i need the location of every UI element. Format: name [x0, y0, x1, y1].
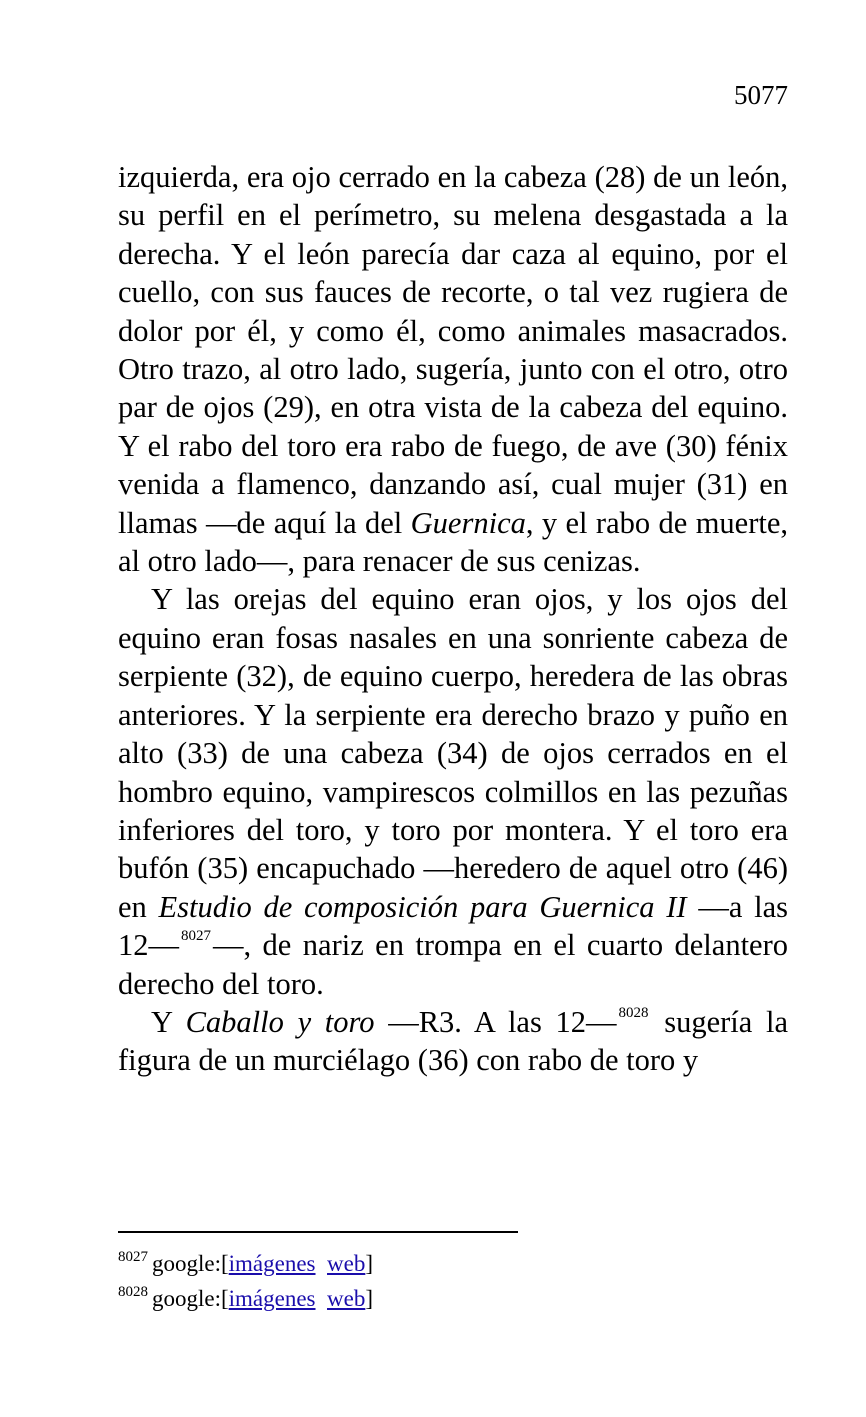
paragraph: [118, 158, 788, 580]
footnote-link-images[interactable]: imágenes: [228, 1286, 316, 1311]
text-run: izquierda, era ojo cerrado en la cabeza (28) de un león, su perfil en el perímetro, su melena desgastada a la derecha. Y el león parecía dar caza al equino, por el cuello, con sus fauces de recorte, o tal vez rugiera de dolor por él, y como él, como animales masacrados. Otro trazo, al otro lado, sugería, junto con el otro, otro par de ojos (29), en otra vista de la cabeza del equino. Y el rabo del toro era rabo de fuego, de ave (30) fénix venida a flamenco, danzando así, cual mujer (31) en llamas —de aquí la del: [118, 160, 788, 540]
footnote-suffix: ]: [365, 1286, 374, 1311]
text-run: , y el rabo de muerte, al otro lado—, para renacer de sus cenizas.: [118, 505, 789, 579]
footnote-link-web[interactable]: web: [327, 1286, 366, 1311]
footnote-link-images[interactable]: imágenes: [228, 1251, 316, 1276]
footnote-number: 8028: [118, 1284, 148, 1300]
text-run: —, de nariz en trompa en el cuarto delantero derecho del toro.: [118, 928, 788, 1001]
text-run: Y: [151, 1004, 186, 1039]
footnote-8027: [118, 1248, 788, 1283]
footnote-prefix: google:[: [152, 1251, 229, 1276]
footnote-reference: 8027: [181, 928, 211, 945]
text-run: sugería la figura de un murciélago (36) con rabo de toro y: [118, 1004, 788, 1078]
footnote-8028: [118, 1283, 788, 1318]
italic-title: Guernica: [410, 505, 526, 540]
body-text: [118, 158, 788, 1080]
footnote-prefix: google:[: [152, 1286, 229, 1311]
italic-title: Caballo y toro: [185, 1004, 375, 1039]
footnote-link-web[interactable]: web: [327, 1251, 366, 1276]
page-number: 5077: [734, 80, 788, 110]
text-run: Y las orejas del equino eran ojos, y los ojos del equino eran fosas nasales en una sonriente cabeza de serpiente (32), de equino cuerpo, heredera de las obras anteriores. Y la serpiente era derecho brazo y puño en alto (33) de una cabeza (34) de ojos cerrados en el hombro equino, vampirescos colmillos en las pezuñas inferiores del toro, y toro por montera. Y el toro era bufón (35) encapuchado —heredero de aquel otro (46) en: [118, 582, 788, 924]
paragraph: [118, 1003, 788, 1080]
italic-title: Estudio de composición para Guernica II: [158, 889, 687, 924]
footnote-rule: [118, 1231, 518, 1233]
footnotes: [118, 1248, 788, 1318]
paragraph: [118, 580, 788, 1002]
footnote-reference: 8028: [618, 1004, 649, 1021]
text-run: —a las 12—: [118, 889, 788, 963]
footnote-suffix: ]: [365, 1251, 374, 1276]
text-run: —R3. A las 12—: [374, 1004, 617, 1039]
footnote-number: 8027: [118, 1249, 148, 1265]
